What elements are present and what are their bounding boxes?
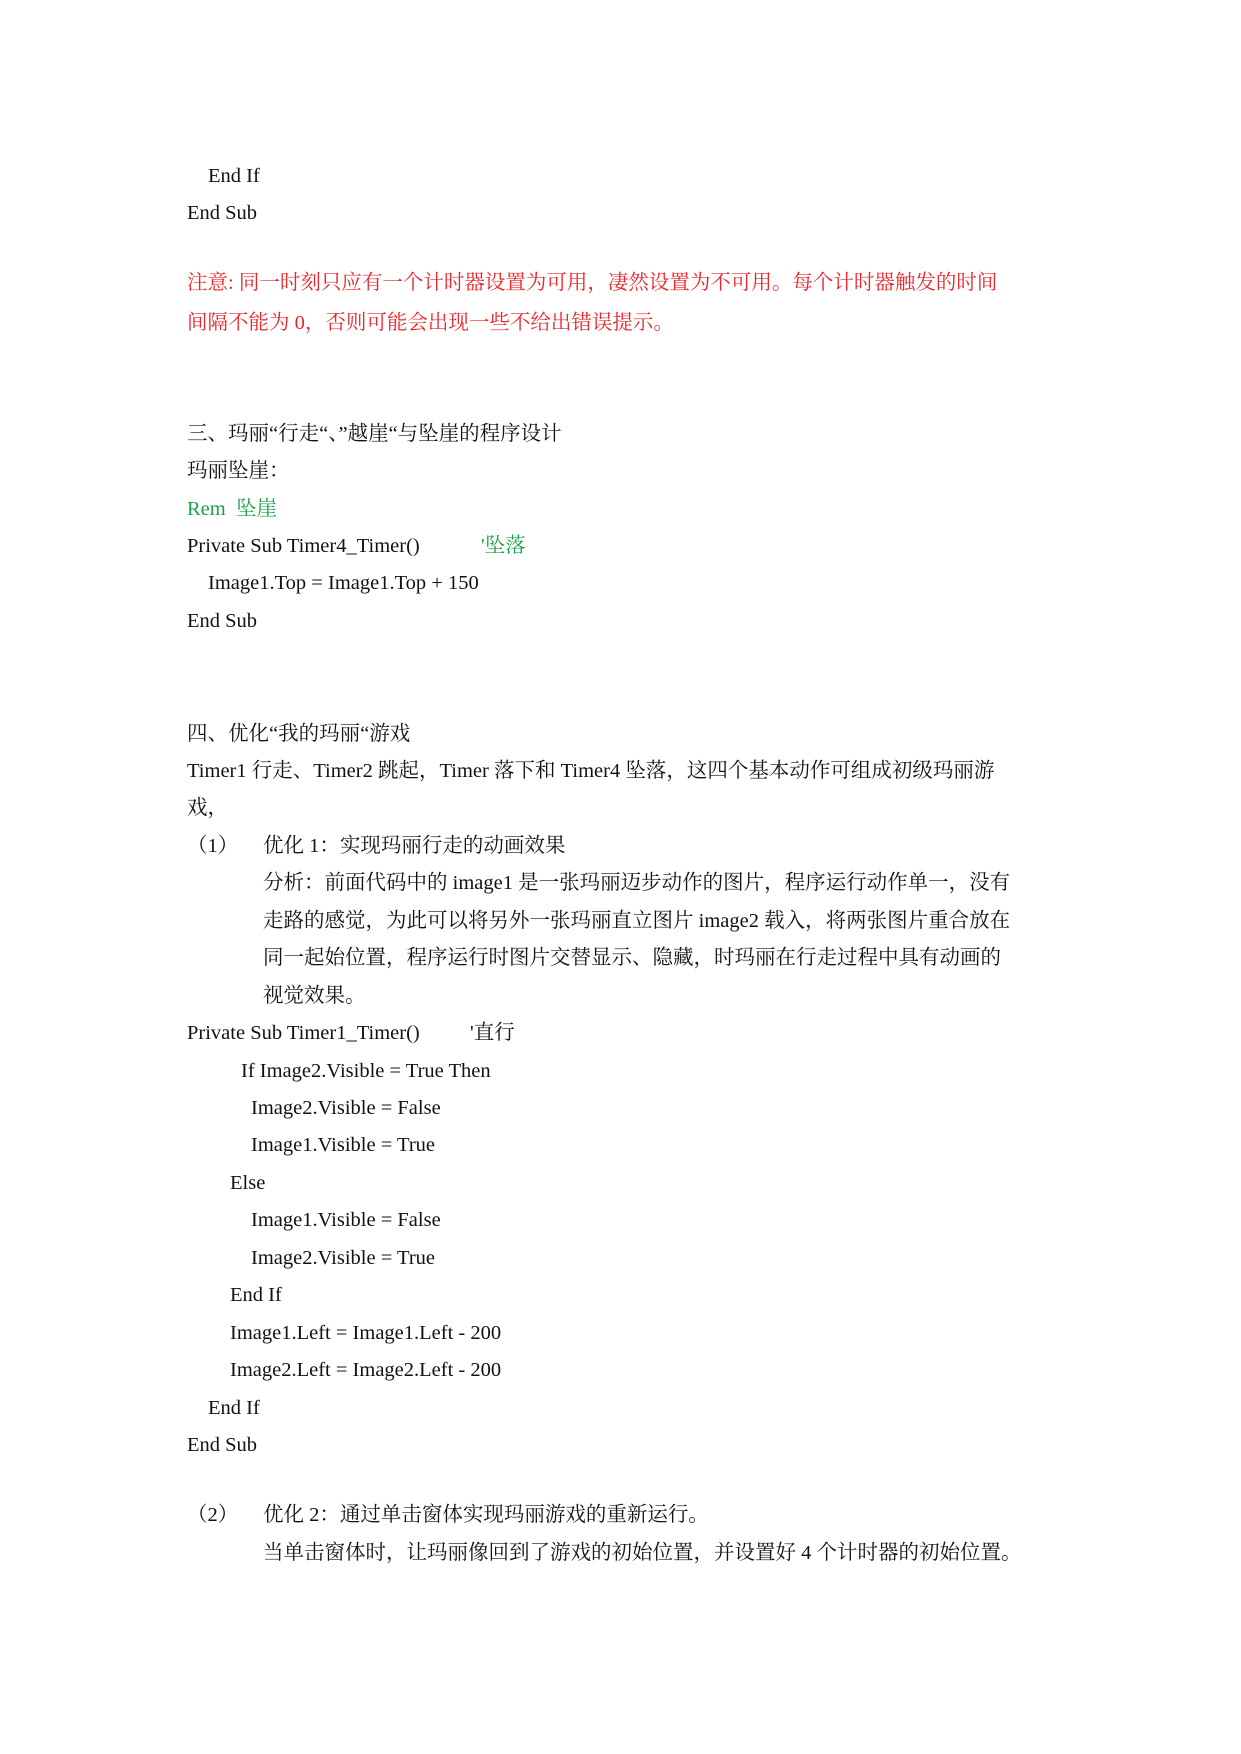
code-end-if-inner: End If xyxy=(230,1284,282,1306)
code-end-if: End If xyxy=(208,165,260,187)
code-comment-straight: '直行 xyxy=(470,1022,515,1044)
code-line-image2-true: Image2.Visible = True xyxy=(251,1247,435,1269)
code-comment-fall: '坠落 xyxy=(481,535,526,557)
note-line-1: 注意: 同一时刻只应有一个计时器设置为可用，凄然设置为不可用。每个计时器触发的时间 xyxy=(187,272,998,294)
code-end-sub-timer1: End Sub xyxy=(187,1434,258,1456)
item2-number: （2） xyxy=(187,1504,239,1526)
code-sub-decl-timer1: Private Sub Timer1_Timer() xyxy=(187,1022,420,1044)
item2-desc: 当单击窗体时，让玛丽像回到了游戏的初始位置，并设置好 4 个计时器的初始位置。 xyxy=(263,1542,1022,1564)
code-line-image1-true: Image1.Visible = True xyxy=(251,1134,435,1156)
item1-analysis-line-4: 视觉效果。 xyxy=(263,985,366,1007)
section3-heading: 三、玛丽“行走“、”越崖“与坠崖的程序设计 xyxy=(187,423,562,445)
code-if-line: If Image2.Visible = True Then xyxy=(241,1060,491,1082)
code-line-image2-false: Image2.Visible = False xyxy=(251,1097,441,1119)
section4-heading: 四、优化“我的玛丽“游戏 xyxy=(187,723,411,745)
item1-analysis-line-2: 走路的感觉，为此可以将另外一张玛丽直立图片 image2 载入，将两张图片重合放在 xyxy=(263,910,1011,932)
section3-subheading: 玛丽坠崖： xyxy=(187,460,290,482)
item2-title: 优化 2：通过单击窗体实现玛丽游戏的重新运行。 xyxy=(263,1504,709,1526)
item1-analysis-line-1: 分析：前面代码中的 image1 是一张玛丽迈步动作的图片，程序运行动作单一，没有 xyxy=(263,872,1011,894)
note-line-2: 间隔不能为 0，否则可能会出现一些不给出错误提示。 xyxy=(187,312,674,334)
item1-analysis-line-3: 同一起始位置，程序运行时图片交替显示、隐藏，时玛丽在行走过程中具有动画的 xyxy=(263,947,1001,969)
item1-number: （1） xyxy=(187,835,239,857)
code-else: Else xyxy=(230,1172,266,1194)
code-sub-decl-timer4: Private Sub Timer4_Timer() xyxy=(187,535,420,557)
code-end-sub: End Sub xyxy=(187,202,258,224)
item1-title: 优化 1：实现玛丽行走的动画效果 xyxy=(263,835,566,857)
code-line-image1-false: Image1.Visible = False xyxy=(251,1209,441,1231)
code-line-image2-left: Image2.Left = Image2.Left - 200 xyxy=(230,1359,502,1381)
code-line-image1-left: Image1.Left = Image1.Left - 200 xyxy=(230,1322,502,1344)
code-end-sub-timer4: End Sub xyxy=(187,610,258,632)
section4-intro-line-2: 戏， xyxy=(187,797,228,819)
code-end-if-outer: End If xyxy=(208,1397,260,1419)
code-stmt-top: Image1.Top = Image1.Top + 150 xyxy=(208,572,479,594)
rem-comment: Rem 坠崖 xyxy=(187,498,277,520)
section4-intro-line-1: Timer1 行走、Timer2 跳起，Timer 落下和 Timer4 坠落，这四个基本动作可组成初级玛丽游 xyxy=(187,760,995,782)
